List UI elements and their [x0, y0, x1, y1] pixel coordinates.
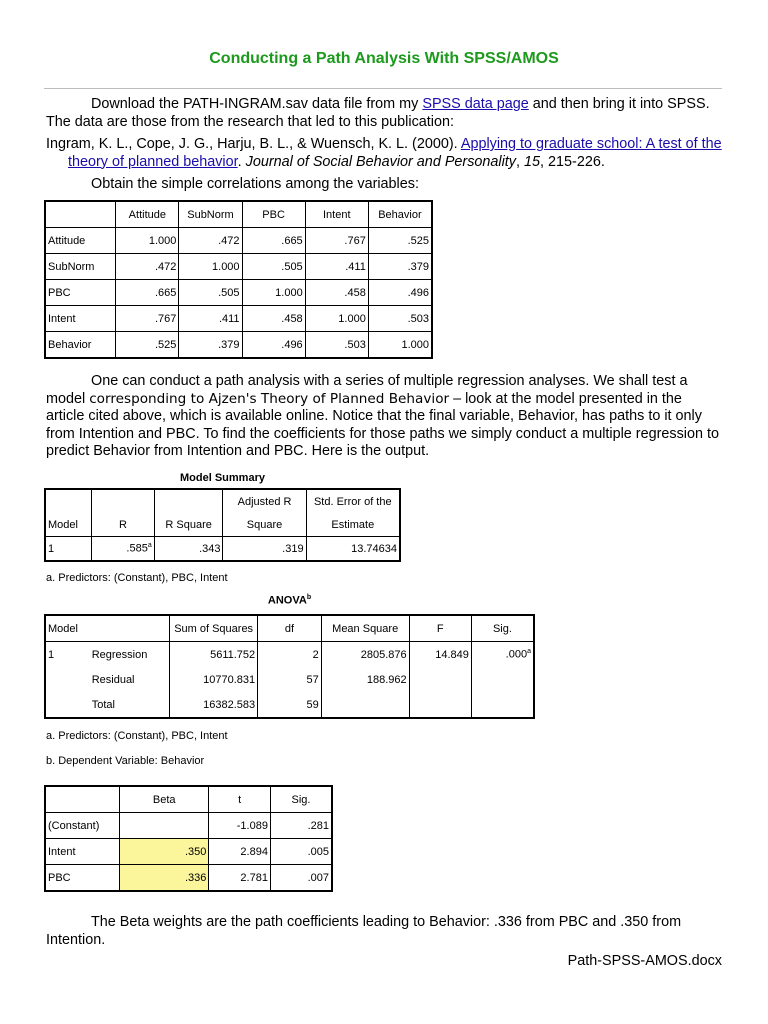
ms-se: 13.74634: [306, 537, 400, 562]
anova-f: [409, 667, 471, 692]
ms-blank: [92, 489, 155, 513]
corr-cell: .458: [305, 280, 368, 306]
spss-data-page-link[interactable]: SPSS data page: [422, 96, 529, 112]
corr-cell: .525: [368, 228, 432, 254]
corr-row-label: Intent: [45, 306, 116, 332]
coef-row-label: (Constant): [45, 813, 119, 839]
anova-row-label: Residual: [90, 667, 170, 692]
regression-text-b: – look at the model presented in the article cited above, which is available online. Notice that the final variable, Behavior, has paths to it only from Intention and PBC. To find the coefficients for those paths we simply conduct a multiple regression to predict Behavior from Intention and PBC. Here is the output.: [46, 390, 719, 460]
document-filename: Path-SPSS-AMOS.docx: [567, 953, 722, 969]
ms-r: [92, 537, 155, 562]
citation-sep2: ,: [516, 153, 525, 170]
table-row: [45, 839, 332, 865]
table-row: [45, 201, 432, 228]
anova-header: F: [409, 615, 471, 642]
ms-header-adj: Adjusted R: [223, 489, 306, 513]
coef-header: t: [209, 786, 271, 813]
corr-cell: .503: [368, 306, 432, 332]
table-row: [45, 254, 432, 280]
corr-cell: .411: [179, 306, 242, 332]
table-row: [45, 667, 534, 692]
intro-text-b: and then bring it into SPSS. The data are those from the research that led to this publication:: [46, 96, 710, 130]
table-row: [45, 615, 534, 642]
table-row: [45, 228, 432, 254]
coef-beta-highlighted: .350: [119, 839, 208, 865]
corr-cell: .379: [179, 332, 242, 359]
corr-row-label: Behavior: [45, 332, 116, 359]
model-summary-table: [44, 488, 401, 562]
anova-model: 1: [45, 642, 90, 668]
corr-cell: 1.000: [179, 254, 242, 280]
corr-cell: .472: [179, 228, 242, 254]
anova-sig-footnote: a: [527, 648, 531, 656]
table-row: [45, 513, 400, 537]
corr-header-cell: Attitude: [116, 201, 179, 228]
table-row: [45, 813, 332, 839]
page-title: Conducting a Path Analysis With SPSS/AMOS: [209, 50, 559, 67]
model-summary-note: a. Predictors: (Constant), PBC, Intent: [46, 572, 228, 584]
coef-header: Beta: [119, 786, 208, 813]
corr-cell: .496: [242, 332, 305, 359]
intro-paragraph: [46, 96, 722, 131]
citation-journal: Journal of Social Behavior and Personality: [245, 153, 517, 170]
article-link[interactable]: Applying to graduate school: A test of the theory of planned behavior: [68, 136, 722, 170]
coef-beta-highlighted: .336: [119, 865, 208, 892]
corr-cell: .411: [305, 254, 368, 280]
anova-ms: 2805.876: [321, 642, 409, 668]
anova-ss: 10770.831: [170, 667, 258, 692]
anova-row-label: Total: [90, 692, 170, 718]
anova-header: Sig.: [471, 615, 534, 642]
anova-sig-value: .000: [505, 648, 528, 661]
coef-header: [45, 786, 119, 813]
table-row: [45, 537, 400, 562]
corr-cell: .665: [242, 228, 305, 254]
correlations-intro-text: Obtain the simple correlations among the variables:: [91, 176, 419, 192]
table-row: [45, 642, 534, 668]
corr-header-cell: PBC: [242, 201, 305, 228]
anova-ss: 5611.752: [170, 642, 258, 668]
anova-header: df: [258, 615, 322, 642]
citation: [46, 136, 722, 171]
regression-text-model: corresponding to Ajzen's Theory of Planned Behavior: [89, 390, 450, 407]
table-row: [45, 865, 332, 892]
anova-caption-sup: b: [306, 594, 312, 601]
anova-header: Sum of Squares: [170, 615, 258, 642]
correlations-intro: [46, 176, 722, 194]
corr-cell: .767: [305, 228, 368, 254]
anova-caption-text: ANOVA: [267, 594, 307, 607]
anova-header: Mean Square: [321, 615, 409, 642]
anova-sig: [471, 667, 534, 692]
ms-header-se2: Estimate: [306, 513, 400, 537]
corr-cell: .505: [242, 254, 305, 280]
coef-sig: .007: [270, 865, 332, 892]
coef-row-label: PBC: [45, 865, 119, 892]
anova-f: [409, 692, 471, 718]
ms-model: 1: [45, 537, 92, 562]
corr-header-cell: SubNorm: [179, 201, 242, 228]
corr-row-label: PBC: [45, 280, 116, 306]
intro-text-a: Download the PATH-INGRAM.sav data file from my: [91, 96, 423, 112]
citation-sep: .: [237, 153, 246, 170]
ms-blank: [45, 489, 92, 513]
corr-cell: .665: [116, 280, 179, 306]
anova-ms: [321, 692, 409, 718]
ms-r-value: .585: [126, 542, 148, 555]
anova-header: [90, 615, 170, 642]
anova-blank: [45, 692, 90, 718]
coef-beta: [119, 813, 208, 839]
corr-cell: .458: [242, 306, 305, 332]
anova-caption: [44, 594, 535, 607]
citation-pages: , 215-226.: [540, 153, 605, 170]
table-row: [45, 786, 332, 813]
corr-header-cell: Behavior: [368, 201, 432, 228]
ms-header-r: R: [92, 513, 155, 537]
corr-cell: .767: [116, 306, 179, 332]
anova-ss: 16382.583: [170, 692, 258, 718]
coef-row-label: Intent: [45, 839, 119, 865]
ms-header-adj2: Square: [223, 513, 306, 537]
corr-cell: .505: [179, 280, 242, 306]
ms-r-footnote: a: [147, 542, 152, 550]
coefficients-table: [44, 785, 333, 892]
corr-cell: 1.000: [305, 306, 368, 332]
coef-t: -1.089: [209, 813, 271, 839]
model-summary-caption: Model Summary: [180, 472, 265, 484]
anova-ms: 188.962: [321, 667, 409, 692]
regression-paragraph: [46, 373, 722, 461]
ms-rsq: .343: [154, 537, 223, 562]
coef-sig: .281: [270, 813, 332, 839]
table-row: [45, 280, 432, 306]
anova-df: 59: [258, 692, 322, 718]
corr-cell: .503: [305, 332, 368, 359]
ms-adj: .319: [223, 537, 306, 562]
anova-header: Model: [45, 615, 90, 642]
anova-note-b: b. Dependent Variable: Behavior: [46, 755, 205, 767]
correlations-table: [44, 200, 433, 359]
anova-sig: [471, 692, 534, 718]
anova-table: [44, 614, 535, 719]
coef-t: 2.894: [209, 839, 271, 865]
corr-cell: 1.000: [116, 228, 179, 254]
ms-blank: [154, 489, 223, 513]
conclusion-text: The Beta weights are the path coefficients leading to Behavior: .336 from PBC and .350 from Intention.: [46, 914, 682, 948]
table-row: [45, 692, 534, 718]
table-row: [45, 489, 400, 513]
anova-row-label: Regression: [90, 642, 170, 668]
anova-f: 14.849: [409, 642, 471, 668]
anova-sig: [471, 642, 534, 668]
title-divider: [44, 88, 722, 89]
table-row: [45, 306, 432, 332]
anova-df: 57: [258, 667, 322, 692]
citation-authors: Ingram, K. L., Cope, J. G., Harju, B. L., & Wuensch, K. L. (2000).: [46, 136, 461, 152]
coef-sig: .005: [270, 839, 332, 865]
citation-volume: 15: [524, 153, 541, 170]
corr-cell: 1.000: [242, 280, 305, 306]
ms-header-rsq: R Square: [154, 513, 223, 537]
coef-header: Sig.: [270, 786, 332, 813]
corr-header-cell: Intent: [305, 201, 368, 228]
corr-cell: .496: [368, 280, 432, 306]
corr-cell: .379: [368, 254, 432, 280]
table-row: [45, 332, 432, 359]
anova-note-a: a. Predictors: (Constant), PBC, Intent: [46, 730, 228, 742]
anova-blank: [45, 667, 90, 692]
ms-header-model: Model: [45, 513, 92, 537]
anova-df: 2: [258, 642, 322, 668]
corr-cell: .525: [116, 332, 179, 359]
corr-header-cell: [45, 201, 116, 228]
corr-cell: .472: [116, 254, 179, 280]
coef-t: 2.781: [209, 865, 271, 892]
regression-text-a: One can conduct a path analysis with a series of multiple regression analyses. We shall test a model: [46, 373, 688, 407]
corr-row-label: SubNorm: [45, 254, 116, 280]
conclusion-paragraph: [46, 914, 722, 949]
corr-cell: 1.000: [368, 332, 432, 359]
corr-row-label: Attitude: [45, 228, 116, 254]
ms-header-se: Std. Error of the: [306, 489, 400, 513]
